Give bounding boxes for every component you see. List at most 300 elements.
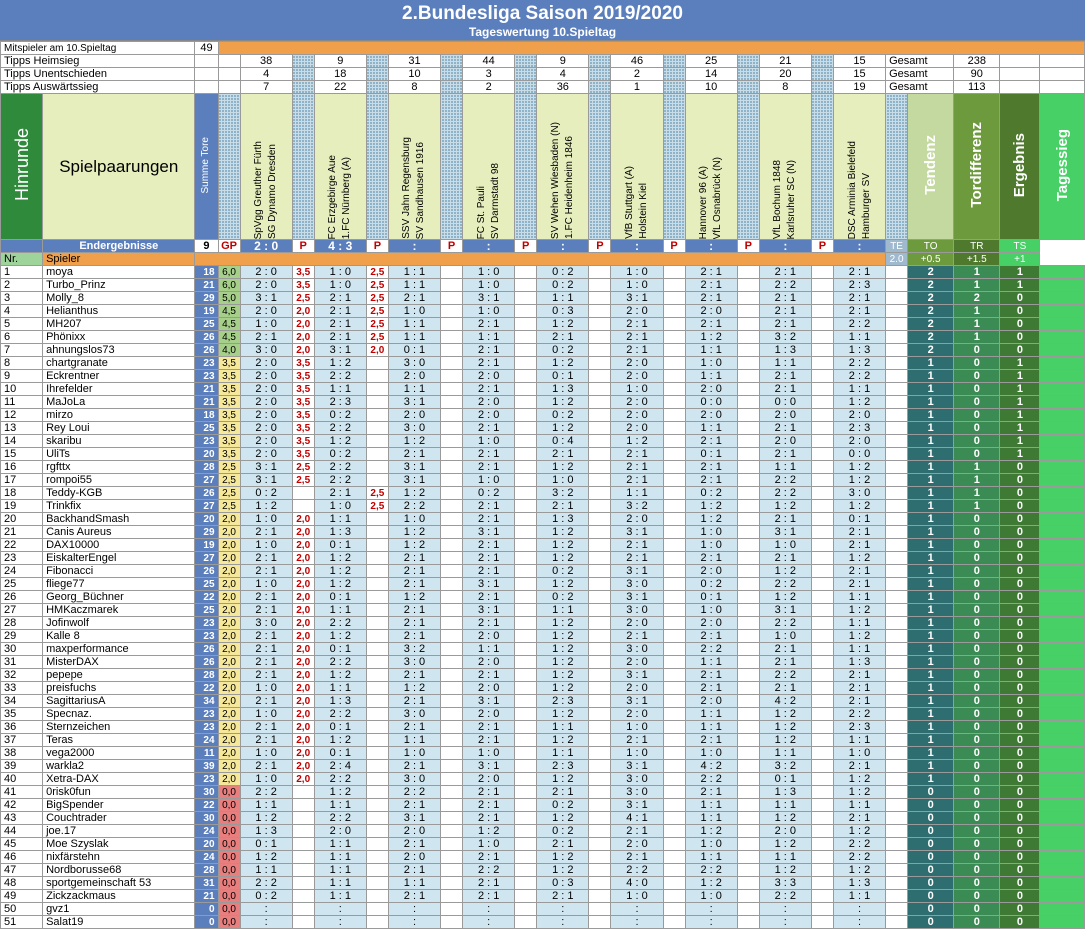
player-tip: 1 : 2 — [537, 656, 589, 669]
player-p — [366, 617, 388, 630]
away-team: 1.FC Nürnberg (A) — [341, 156, 353, 239]
player-tip: 1 : 0 — [463, 305, 515, 318]
player-to: 0 — [954, 760, 1000, 773]
home-team: VfL Bochum 1848 — [772, 159, 784, 239]
player-tip: 1 : 1 — [759, 461, 811, 474]
player-p — [811, 786, 833, 799]
player-gp: 2,0 — [218, 760, 240, 773]
stat-value: 44 — [463, 55, 515, 68]
player-to: 0 — [954, 370, 1000, 383]
player-p — [366, 591, 388, 604]
player-te: 2 — [908, 318, 954, 331]
player-tr: 0 — [1000, 591, 1040, 604]
player-gp: 4,0 — [218, 344, 240, 357]
player-tip: 1 : 2 — [759, 565, 811, 578]
player-p — [366, 864, 388, 877]
player-tr: 0 — [1000, 799, 1040, 812]
player-nr: 2 — [1, 279, 43, 292]
player-p — [441, 487, 463, 500]
right-header-text: Tordifferenz — [968, 122, 986, 208]
player-p — [366, 903, 388, 916]
player-tip: 3 : 0 — [833, 487, 885, 500]
player-tip: 2 : 1 — [463, 786, 515, 799]
player-p — [441, 357, 463, 370]
player-p — [811, 864, 833, 877]
player-tip: 1 : 2 — [537, 669, 589, 682]
player-tip: 2 : 2 — [759, 578, 811, 591]
player-te: 0 — [908, 851, 954, 864]
p-label: P — [366, 240, 388, 253]
table-row — [1, 422, 1085, 435]
player-tip: : — [463, 916, 515, 929]
player-p — [515, 357, 537, 370]
player-p — [589, 565, 611, 578]
player-p — [515, 760, 537, 773]
player-ts — [1040, 903, 1085, 916]
p-col — [663, 68, 685, 81]
table-row — [1, 812, 1085, 825]
player-tip: 2 : 1 — [685, 669, 737, 682]
player-tip: 2 : 1 — [611, 448, 663, 461]
player-sum: 25 — [195, 604, 218, 617]
player-tr: 1 — [1000, 279, 1040, 292]
player-name: 0risk0fun — [43, 786, 195, 799]
player-p — [589, 331, 611, 344]
player-tip: 2 : 3 — [537, 760, 589, 773]
player-p — [886, 552, 908, 565]
player-tip: 1 : 1 — [314, 890, 366, 903]
player-tip: 2 : 1 — [463, 552, 515, 565]
player-p — [515, 630, 537, 643]
player-ts — [1040, 357, 1085, 370]
player-te: 2 — [908, 292, 954, 305]
player-gp: 2,0 — [218, 773, 240, 786]
player-tip: 1 : 2 — [537, 396, 589, 409]
player-tip: 1 : 1 — [314, 513, 366, 526]
player-tip: 2 : 1 — [463, 812, 515, 825]
result-0: 2 : 0 — [240, 240, 292, 253]
blank — [195, 81, 218, 94]
p-col — [589, 55, 611, 68]
blank — [1000, 81, 1040, 94]
player-nr: 17 — [1, 474, 43, 487]
player-p: 2,5 — [366, 487, 388, 500]
player-tip: 2 : 2 — [314, 812, 366, 825]
player-tip: 1 : 0 — [759, 630, 811, 643]
player-p — [663, 903, 685, 916]
player-ts — [1040, 656, 1085, 669]
player-tip: 0 : 2 — [314, 409, 366, 422]
player-tip: 1 : 2 — [314, 435, 366, 448]
player-p — [515, 266, 537, 279]
player-p — [811, 760, 833, 773]
player-te: 1 — [908, 422, 954, 435]
player-te: 2 — [908, 279, 954, 292]
player-to: 1 — [954, 331, 1000, 344]
player-nr: 38 — [1, 747, 43, 760]
player-p — [886, 539, 908, 552]
player-tip: 1 : 2 — [537, 682, 589, 695]
player-ts — [1040, 552, 1085, 565]
player-tip: 2 : 0 — [463, 630, 515, 643]
player-p: 2,0 — [292, 747, 314, 760]
player-te: 1 — [908, 682, 954, 695]
result-5: : — [611, 240, 663, 253]
player-tip: 2 : 0 — [611, 409, 663, 422]
player-tip: 1 : 0 — [759, 539, 811, 552]
p-col — [589, 68, 611, 81]
player-ts — [1040, 448, 1085, 461]
player-tip: 2 : 0 — [611, 838, 663, 851]
player-tip: 0 : 1 — [833, 513, 885, 526]
player-tip: 2 : 1 — [759, 682, 811, 695]
player-p — [515, 591, 537, 604]
player-tip: 1 : 2 — [388, 682, 440, 695]
stat-value: 15 — [833, 68, 885, 81]
stat-value: 9 — [314, 55, 366, 68]
player-p — [515, 604, 537, 617]
stat-value: 1 — [611, 81, 663, 94]
player-sum: 22 — [195, 591, 218, 604]
player-tip: 2 : 1 — [537, 890, 589, 903]
player-p — [366, 448, 388, 461]
player-tip: 1 : 2 — [537, 851, 589, 864]
player-ts — [1040, 916, 1085, 929]
mitspieler-label: Mitspieler am 10.Spieltag — [1, 42, 195, 55]
p-header — [292, 94, 314, 240]
player-p — [737, 370, 759, 383]
player-p — [366, 656, 388, 669]
player-p — [663, 266, 685, 279]
p-header — [737, 94, 759, 240]
player-tip: 0 : 2 — [537, 799, 589, 812]
away-team: Hamburger SV — [860, 172, 872, 239]
gp-header — [218, 94, 240, 240]
player-name: MaJoLa — [43, 396, 195, 409]
player-tip: 1 : 2 — [685, 825, 737, 838]
match-header-7 — [759, 94, 811, 240]
table-row — [1, 682, 1085, 695]
player-p — [663, 474, 685, 487]
player-tip: 4 : 2 — [759, 695, 811, 708]
player-p: 2,5 — [366, 292, 388, 305]
player-tip: 2 : 0 — [611, 370, 663, 383]
player-p — [589, 578, 611, 591]
player-te: 1 — [908, 578, 954, 591]
player-p — [737, 721, 759, 734]
player-p — [515, 695, 537, 708]
match-header-5 — [611, 94, 663, 240]
player-tip: 0 : 1 — [759, 773, 811, 786]
player-tip: 0 : 4 — [537, 435, 589, 448]
player-p — [515, 292, 537, 305]
player-tip: 1 : 2 — [537, 734, 589, 747]
player-tip: 1 : 3 — [314, 695, 366, 708]
table-row — [1, 331, 1085, 344]
result-6: : — [685, 240, 737, 253]
player-tip: 2 : 3 — [537, 695, 589, 708]
player-tip: 1 : 1 — [314, 604, 366, 617]
player-tip: 2 : 2 — [314, 617, 366, 630]
player-tip: 1 : 1 — [685, 851, 737, 864]
player-tip: 1 : 0 — [240, 773, 292, 786]
player-tip: 2 : 1 — [314, 331, 366, 344]
player-te: 1 — [908, 604, 954, 617]
player-nr: 35 — [1, 708, 43, 721]
player-tip: 1 : 1 — [685, 721, 737, 734]
player-tip: 2 : 1 — [463, 877, 515, 890]
player-tip: 3 : 1 — [388, 461, 440, 474]
player-tip: 2 : 1 — [833, 682, 885, 695]
player-tip: 1 : 2 — [537, 318, 589, 331]
player-tip: : — [759, 903, 811, 916]
player-tip: 2 : 0 — [240, 266, 292, 279]
player-p — [441, 331, 463, 344]
player-tip: 3 : 0 — [611, 643, 663, 656]
player-p — [811, 500, 833, 513]
player-gp: 2,0 — [218, 734, 240, 747]
player-sum: 23 — [195, 357, 218, 370]
player-p: 2,0 — [292, 565, 314, 578]
points-1: +0.5 — [908, 253, 954, 266]
player-sum: 26 — [195, 656, 218, 669]
player-tip: 1 : 0 — [685, 357, 737, 370]
mitspieler-count: 49 — [195, 42, 218, 55]
player-tip: 2 : 2 — [759, 487, 811, 500]
player-tip: 1 : 1 — [537, 292, 589, 305]
stat-value: 7 — [240, 81, 292, 94]
player-tip: 1 : 1 — [833, 890, 885, 903]
table-row — [1, 370, 1085, 383]
player-tip: 1 : 0 — [611, 721, 663, 734]
player-p — [737, 383, 759, 396]
player-tip: 1 : 0 — [611, 383, 663, 396]
player-tip: 2 : 1 — [685, 552, 737, 565]
player-p: 2,0 — [292, 539, 314, 552]
table-row — [1, 825, 1085, 838]
table-row — [1, 396, 1085, 409]
p-label: P — [441, 240, 463, 253]
player-tip: 0 : 2 — [240, 487, 292, 500]
player-tip: 2 : 2 — [685, 864, 737, 877]
player-to: 1 — [954, 305, 1000, 318]
player-te: 1 — [908, 500, 954, 513]
player-p — [886, 773, 908, 786]
player-p — [515, 812, 537, 825]
player-tip: 2 : 1 — [537, 500, 589, 513]
player-p — [811, 331, 833, 344]
points-3: +1 — [1000, 253, 1040, 266]
player-p — [366, 578, 388, 591]
player-ts — [1040, 799, 1085, 812]
player-name: Molly_8 — [43, 292, 195, 305]
player-tip: 1 : 1 — [388, 266, 440, 279]
stat-value: 19 — [833, 81, 885, 94]
player-tip: 1 : 2 — [537, 864, 589, 877]
player-tip: 1 : 0 — [611, 266, 663, 279]
player-nr: 15 — [1, 448, 43, 461]
player-p — [886, 656, 908, 669]
player-p — [737, 604, 759, 617]
player-tip: 2 : 1 — [759, 656, 811, 669]
player-sum: 20 — [195, 838, 218, 851]
player-p — [663, 851, 685, 864]
player-tip: 3 : 1 — [611, 591, 663, 604]
player-tip: 1 : 2 — [759, 591, 811, 604]
player-p — [886, 734, 908, 747]
player-p — [737, 409, 759, 422]
player-name: Fibonacci — [43, 565, 195, 578]
player-name: moya — [43, 266, 195, 279]
player-tip: 2 : 1 — [314, 318, 366, 331]
player-gp: 0,0 — [218, 877, 240, 890]
player-tr: 1 — [1000, 409, 1040, 422]
player-to: 1 — [954, 279, 1000, 292]
player-p — [886, 357, 908, 370]
match-header-8 — [833, 94, 885, 240]
player-p — [589, 279, 611, 292]
player-tip: 2 : 1 — [388, 565, 440, 578]
player-name: pepepe — [43, 669, 195, 682]
player-p — [515, 786, 537, 799]
p-col — [811, 81, 833, 94]
player-p — [886, 578, 908, 591]
player-p — [292, 500, 314, 513]
player-tip: 3 : 1 — [611, 669, 663, 682]
player-p: 2,5 — [366, 279, 388, 292]
player-gp: 2,5 — [218, 500, 240, 513]
player-p — [515, 370, 537, 383]
player-to: 0 — [954, 409, 1000, 422]
stat-label-1: Tipps Unentschieden — [1, 68, 195, 81]
player-p — [663, 760, 685, 773]
player-tip: : — [611, 903, 663, 916]
player-gp: 0,0 — [218, 825, 240, 838]
player-p — [441, 669, 463, 682]
player-ts — [1040, 786, 1085, 799]
player-tip: 2 : 1 — [240, 669, 292, 682]
player-tip: 2 : 1 — [759, 318, 811, 331]
player-p — [663, 747, 685, 760]
table-row — [1, 318, 1085, 331]
player-nr: 19 — [1, 500, 43, 513]
spieler-label: Spieler — [43, 253, 195, 266]
player-name: Trinkfix — [43, 500, 195, 513]
player-tip: 1 : 3 — [537, 513, 589, 526]
player-tip: 1 : 1 — [537, 747, 589, 760]
player-nr: 8 — [1, 357, 43, 370]
right-header-text: Tagessieg — [1053, 128, 1071, 202]
player-te: 1 — [908, 396, 954, 409]
player-p — [811, 825, 833, 838]
player-p: 3,5 — [292, 266, 314, 279]
player-tip: 2 : 2 — [759, 669, 811, 682]
player-p — [663, 422, 685, 435]
player-tip: 1 : 0 — [685, 838, 737, 851]
table-row — [1, 773, 1085, 786]
player-tip: 0 : 1 — [314, 747, 366, 760]
player-tip: 2 : 1 — [611, 552, 663, 565]
player-tip: 2 : 1 — [388, 799, 440, 812]
player-sum: 18 — [195, 409, 218, 422]
player-tip: 1 : 0 — [611, 747, 663, 760]
player-to: 0 — [954, 890, 1000, 903]
table-row — [1, 734, 1085, 747]
player-tip: 3 : 1 — [240, 474, 292, 487]
player-tip: 1 : 2 — [388, 539, 440, 552]
player-tip: 1 : 2 — [685, 500, 737, 513]
player-p — [441, 799, 463, 812]
stat-value: 21 — [759, 55, 811, 68]
player-p — [886, 799, 908, 812]
player-tip: 2 : 1 — [759, 552, 811, 565]
player-name: Eckrentner — [43, 370, 195, 383]
player-tip: 4 : 1 — [611, 812, 663, 825]
player-p — [811, 461, 833, 474]
player-p — [663, 721, 685, 734]
player-tip: 1 : 2 — [537, 708, 589, 721]
player-p — [886, 760, 908, 773]
player-tip: 2 : 1 — [463, 461, 515, 474]
player-tip: 2 : 0 — [463, 682, 515, 695]
player-name: joe.17 — [43, 825, 195, 838]
player-p — [515, 396, 537, 409]
player-p — [663, 396, 685, 409]
player-p — [589, 734, 611, 747]
player-p — [886, 435, 908, 448]
player-name: chartgranate — [43, 357, 195, 370]
table-row — [1, 890, 1085, 903]
player-p — [811, 877, 833, 890]
player-p: 2,5 — [292, 461, 314, 474]
player-tip: 0 : 1 — [685, 591, 737, 604]
player-to: 1 — [954, 474, 1000, 487]
player-name: mirzo — [43, 409, 195, 422]
player-tip: 2 : 1 — [388, 578, 440, 591]
player-tip: : — [240, 916, 292, 929]
player-p: 2,0 — [292, 630, 314, 643]
player-p — [366, 539, 388, 552]
player-tip: : — [685, 903, 737, 916]
player-tr: 0 — [1000, 630, 1040, 643]
player-p — [515, 578, 537, 591]
player-gp: 2,5 — [218, 474, 240, 487]
player-tip: 3 : 2 — [759, 331, 811, 344]
player-p — [886, 812, 908, 825]
stat-value: 36 — [537, 81, 589, 94]
table-row — [1, 461, 1085, 474]
player-gp: 2,0 — [218, 721, 240, 734]
table-row — [1, 786, 1085, 799]
player-p — [811, 422, 833, 435]
player-to: 0 — [954, 448, 1000, 461]
player-nr: 1 — [1, 266, 43, 279]
player-sum: 27 — [195, 474, 218, 487]
player-gp: 2,5 — [218, 461, 240, 474]
player-p — [441, 292, 463, 305]
player-tip: 2 : 2 — [759, 617, 811, 630]
player-gp: 2,0 — [218, 617, 240, 630]
home-team: VfB Stuttgart (A) — [623, 166, 635, 239]
player-tip: 2 : 1 — [388, 864, 440, 877]
player-p — [589, 526, 611, 539]
player-tip: 1 : 1 — [685, 812, 737, 825]
player-p — [737, 851, 759, 864]
player-ts — [1040, 500, 1085, 513]
player-gp: 3,5 — [218, 409, 240, 422]
player-to: 0 — [954, 578, 1000, 591]
player-tip: : — [388, 903, 440, 916]
